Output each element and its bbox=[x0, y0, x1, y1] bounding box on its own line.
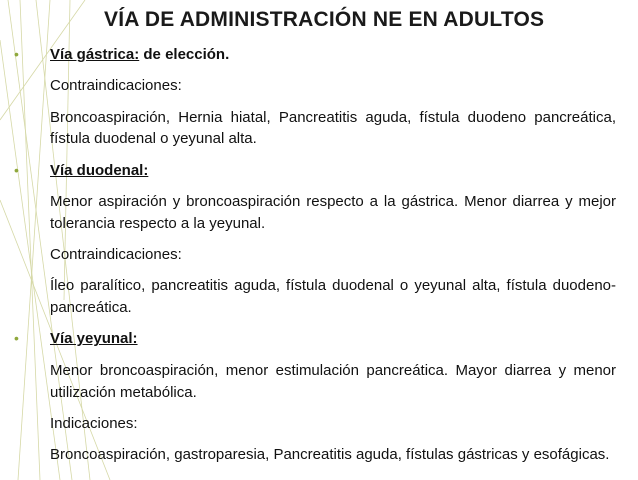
section-line: Contraindicaciones: bbox=[50, 246, 182, 264]
section-line: Broncoaspiración, gastroparesia, Pancreatitis aguda, fístulas gástricas y esofágicas. bbox=[50, 446, 610, 464]
bullet-icon: • bbox=[14, 161, 19, 178]
section-gastrica bbox=[14, 44, 616, 66]
section-line: Indicaciones: bbox=[50, 414, 138, 432]
section-line: Menor broncoaspiración, menor estimulación pancreática. Mayor diarrea y menor utilización metabólica. bbox=[50, 361, 616, 401]
bullet-icon: • bbox=[14, 46, 19, 62]
section-line: Broncoaspiración, Hernia hiatal, Pancreatitis aguda, fístula duodeno pancreática, fístula duodenal o yeyunal alta. bbox=[50, 108, 616, 148]
section-heading: Vía gástrica: bbox=[50, 46, 140, 63]
section-duodenal bbox=[14, 160, 616, 182]
bullet-icon: • bbox=[14, 330, 19, 347]
section-heading-suffix: de elección. bbox=[143, 46, 230, 63]
section-line: Íleo paralítico, pancreatitis aguda, fístula duodenal o yeyunal alta, fístula duodeno-pancreática. bbox=[50, 277, 616, 317]
slide-content bbox=[14, 44, 616, 475]
section-line: Menor aspiración y broncoaspiración respecto a la gástrica. Menor diarrea y mejor tolerancia respecto a la yeyunal. bbox=[50, 192, 616, 232]
section-yeyunal bbox=[14, 328, 616, 350]
section-line: Contraindicaciones: bbox=[50, 77, 182, 95]
section-heading: Vía yeyunal: bbox=[50, 330, 138, 348]
slide-title: VÍA DE ADMINISTRACIÓN NE EN ADULTOS bbox=[104, 8, 545, 31]
section-heading: Vía duodenal: bbox=[50, 161, 149, 179]
